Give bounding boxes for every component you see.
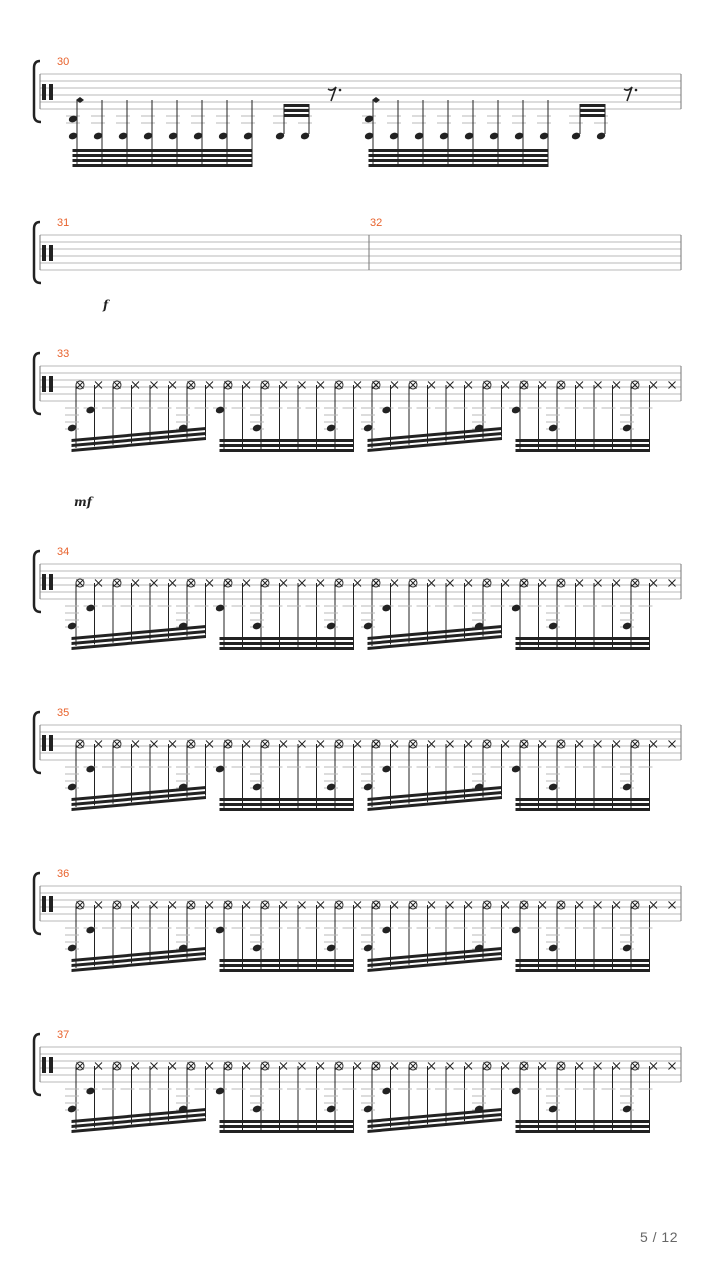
system-4 (34, 546, 681, 650)
percussion-clef-bar (42, 735, 46, 751)
beam (516, 444, 651, 447)
beam (220, 969, 355, 972)
percussion-clef-bar (42, 245, 46, 261)
system-3 (34, 348, 681, 509)
beam (516, 647, 651, 650)
beam (516, 637, 651, 640)
beam (516, 439, 651, 442)
beam (220, 647, 355, 650)
beam (284, 104, 310, 107)
beam (73, 159, 253, 162)
beam (220, 798, 355, 801)
beam (516, 1120, 651, 1123)
percussion-clef-bar (42, 376, 46, 392)
beam (516, 803, 651, 806)
beam (73, 154, 253, 157)
percussion-clef-bar (49, 574, 53, 590)
dynamic-marking: f (103, 298, 109, 312)
beam (516, 969, 651, 972)
percussion-clef-bar (42, 896, 46, 912)
beam (369, 159, 549, 162)
rest-dot (339, 89, 342, 92)
beam (220, 808, 355, 811)
beam (580, 104, 606, 107)
measure-number: 33 (57, 348, 70, 360)
system-7 (34, 1029, 681, 1133)
beam (516, 1125, 651, 1128)
beam (220, 642, 355, 645)
beam (220, 959, 355, 962)
beam (284, 109, 310, 112)
measure-number: 30 (57, 56, 70, 68)
percussion-clef-bar (42, 1057, 46, 1073)
system-1 (34, 56, 681, 167)
measure-number: 37 (57, 1029, 70, 1041)
beam (73, 149, 253, 152)
measure-number: 34 (57, 546, 70, 558)
beam (369, 149, 549, 152)
beam (220, 444, 355, 447)
beam (516, 959, 651, 962)
beam (516, 808, 651, 811)
rest-dot (635, 89, 638, 92)
eighth-rest (624, 87, 632, 101)
beam (516, 798, 651, 801)
eighth-rest (328, 87, 336, 101)
beam (284, 114, 310, 117)
system-2 (34, 217, 681, 312)
percussion-clef-bar (49, 376, 53, 392)
percussion-clef-bar (42, 84, 46, 100)
percussion-clef-bar (49, 84, 53, 100)
system-6 (34, 868, 681, 972)
beam (580, 109, 606, 112)
measure-number: 35 (57, 707, 70, 719)
beam (516, 1130, 651, 1133)
beam (220, 803, 355, 806)
percussion-clef-bar (49, 245, 53, 261)
measure-number: 32 (370, 217, 383, 229)
beam (516, 449, 651, 452)
percussion-clef-bar (49, 1057, 53, 1073)
beam (220, 449, 355, 452)
beam (220, 1125, 355, 1128)
page-number: 5 / 12 (639, 1229, 678, 1245)
beam (220, 1120, 355, 1123)
system-5 (34, 707, 681, 811)
beam (580, 114, 606, 117)
beam (516, 642, 651, 645)
beam (220, 637, 355, 640)
percussion-clef-bar (42, 574, 46, 590)
beam (369, 164, 549, 167)
dynamic-marking: mf (74, 495, 92, 509)
beam (73, 164, 253, 167)
measure-number: 31 (57, 217, 70, 229)
beam (220, 1130, 355, 1133)
beam (220, 964, 355, 967)
measure-number: 36 (57, 868, 70, 880)
percussion-clef-bar (49, 735, 53, 751)
beam (369, 154, 549, 157)
percussion-clef-bar (49, 896, 53, 912)
beam (220, 439, 355, 442)
beam (516, 964, 651, 967)
